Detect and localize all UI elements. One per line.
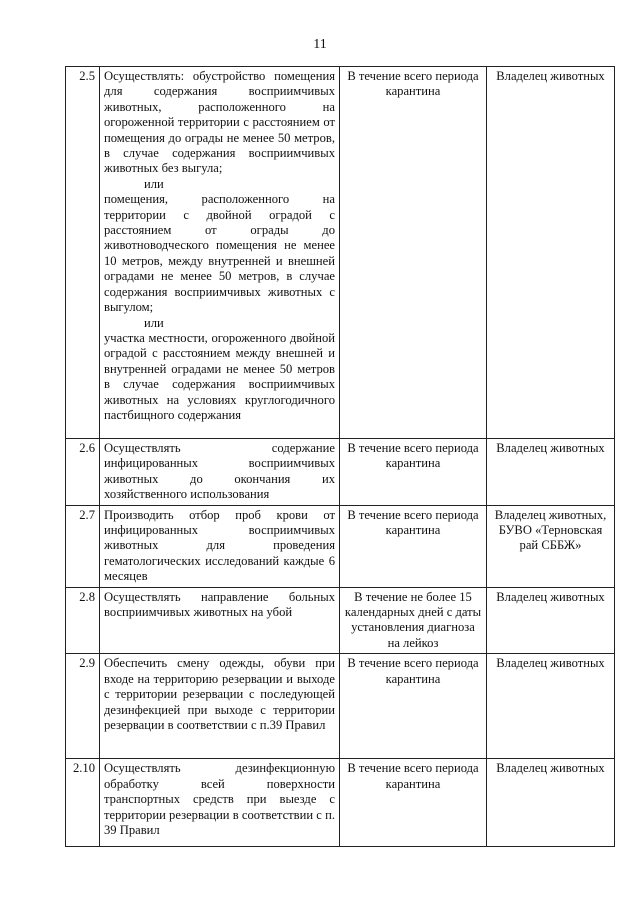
- table-row: [66, 505, 615, 587]
- row-number: 2.5: [66, 67, 100, 439]
- row-term: В течение всего периода карантина: [340, 505, 487, 587]
- paragraph: участка местности, огороженного двойной оградой с расстоянием между внешней и внутренней оградами не менее 50 метров в случае содержания восприимчивых животных на условиях круглогодичного пастбищного содержания: [104, 330, 335, 422]
- row-description: [100, 67, 340, 439]
- row-description: [100, 505, 340, 587]
- paragraph-or: или: [144, 315, 164, 330]
- row-description: [100, 587, 340, 654]
- paragraph: Производить отбор проб крови от инфицированных восприимчивых животных для проведения гематологических исследований каждые 6 месяцев: [104, 507, 335, 584]
- page-number: 11: [313, 37, 327, 52]
- row-responsible: Владелец животных: [487, 587, 615, 654]
- row-responsible: Владелец животных: [487, 439, 615, 506]
- row-term: В течение всего периода карантина: [340, 654, 487, 759]
- paragraph: Обеспечить смену одежды, обуви при входе на территорию резервации и выходе с территории резервации с последующей дезинфекцией при выходе с территории резервации в соответствии с п.39 Правил: [104, 656, 335, 732]
- row-responsible: Владелец животных: [487, 759, 615, 847]
- measures-table: [65, 66, 615, 847]
- row-number: 2.10: [66, 759, 100, 847]
- row-responsible: Владелец животных: [487, 67, 615, 439]
- row-number: 2.7: [66, 505, 100, 587]
- row-term: В течение не более 15 календарных дней с даты установления диагноза на лейкоз: [340, 587, 487, 654]
- table-row: [66, 654, 615, 759]
- table-row: [66, 67, 615, 439]
- row-term: В течение всего периода карантина: [340, 67, 487, 439]
- row-term: В течение всего периода карантина: [340, 759, 487, 847]
- paragraph: Осуществлять содержание инфицированных восприимчивых животных до окончания их хозяйственного использования: [104, 441, 335, 502]
- row-number: 2.8: [66, 587, 100, 654]
- row-number: 2.6: [66, 439, 100, 506]
- paragraph: Осуществлять направление больных восприимчивых животных на убой: [104, 589, 335, 620]
- table-row: [66, 587, 615, 654]
- paragraph-or: или: [144, 176, 164, 191]
- paragraph: Осуществлять: обустройство помещения для содержания восприимчивых животных, расположенного на огороженной территории с расстоянием от помещения до ограды не менее 50 метров, в случае содержания восприимчивых животных без выгула;: [104, 69, 335, 176]
- paragraph: Осуществлять дезинфекционную обработку всей поверхности транспортных средств при выезде с территории резервации в соответствии с п. 39 Правил: [104, 761, 335, 837]
- row-term: В течение всего периода карантина: [340, 439, 487, 506]
- paragraph: помещения, расположенного на территории с двойной оградой с расстоянием от ограды до животноводческого помещения не менее 10 метров, между внутренней и внешней оградами не менее 50 метров, в случае содержания восприимчивых животных с выгулом;: [104, 192, 335, 315]
- row-number: 2.9: [66, 654, 100, 759]
- table-row: [66, 439, 615, 506]
- row-description: [100, 759, 340, 847]
- row-responsible: Владелец животных, БУВО «Терновская рай СББЖ»: [487, 505, 615, 587]
- row-responsible: Владелец животных: [487, 654, 615, 759]
- row-description: [100, 439, 340, 506]
- row-description: [100, 654, 340, 759]
- table-row: [66, 759, 615, 847]
